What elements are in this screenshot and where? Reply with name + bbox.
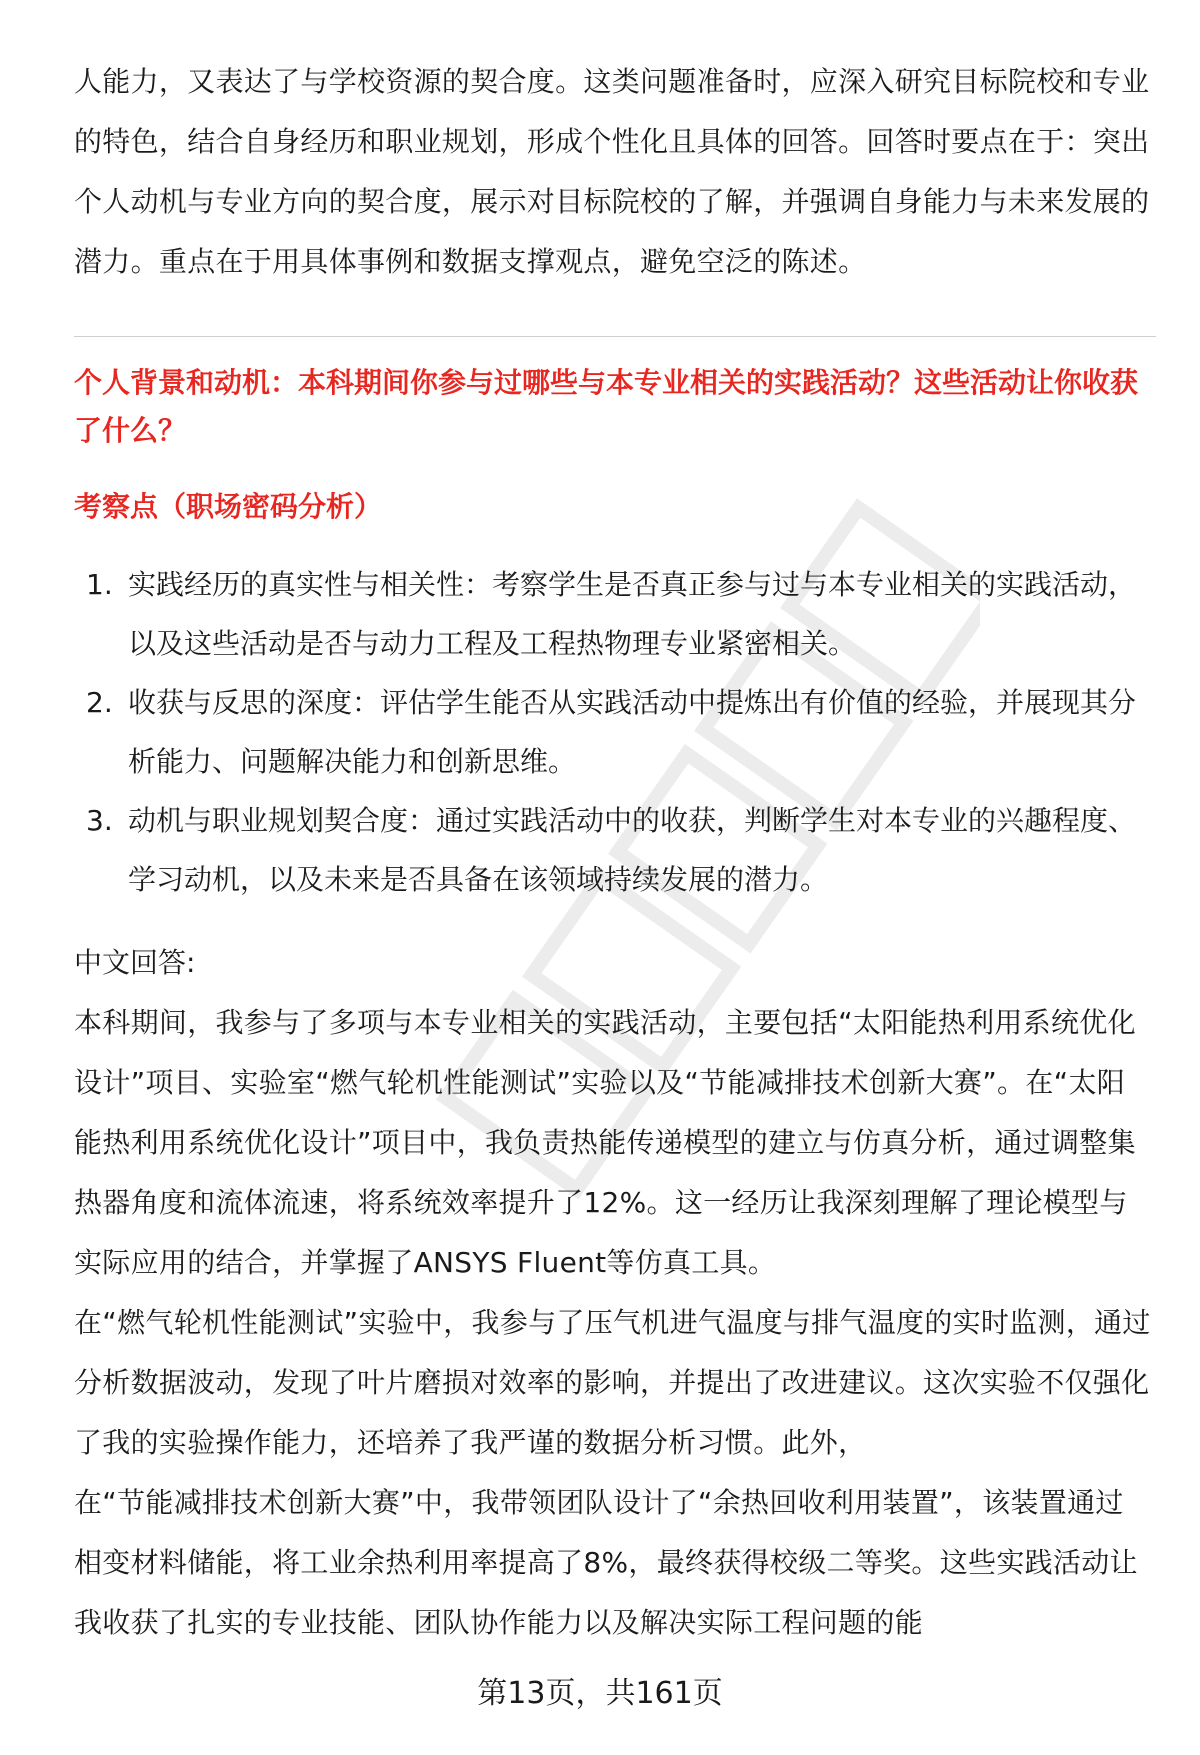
- list-item-text: 动机与职业规划契合度：通过实践活动中的收获，判断学生对本专业的兴趣程度、学习动机，以及未来是否具备在该领域持续发展的潜力。: [128, 804, 1137, 896]
- list-item-number: 1.: [86, 568, 113, 601]
- assessment-points-list: [74, 555, 1152, 909]
- content-area: [74, 52, 1152, 1653]
- answer-paragraph: 在“燃气轮机性能测试”实验中，我参与了压气机进气温度与排气温度的实时监测，通过分析数据波动，发现了叶片磨损对效率的影响，并提出了改进建议。这次实验不仅强化了我的实验操作能力，还培养了我严谨的数据分析习惯。此外，: [74, 1306, 1151, 1459]
- section-divider: [74, 336, 1156, 337]
- list-item-number: 3.: [86, 804, 113, 837]
- page-number-footer: 第13页，共161页: [477, 1676, 723, 1711]
- answer-paragraph: 在“节能减排技术创新大赛”中，我带领团队设计了“余热回收利用装置”，该装置通过相变材料储能，将工业余热利用率提高了8%，最终获得校级二等奖。这些实践活动让我收获了扎实的专业技能、团队协作能力以及解决实际工程问题的能: [74, 1486, 1138, 1639]
- answer-paragraph: 本科期间，我参与了多项与本专业相关的实践活动，主要包括“太阳能热利用系统优化设计”项目、实验室“燃气轮机性能测试”实验以及“节能减排技术创新大赛”。在“太阳能热利用系统优化设计”项目中，我负责热能传递模型的建立与仿真分析，通过调整集热器角度和流体流速，将系统效率提升了12%。这一经历让我深刻理解了理论模型与实际应用的结合，并掌握了ANSYS Fluent等仿真工具。: [74, 1006, 1136, 1279]
- answer-heading: 中文回答:: [74, 946, 196, 979]
- assessment-points-title: 考察点（职场密码分析）: [74, 490, 383, 523]
- intro-paragraph: 人能力，又表达了与学校资源的契合度。这类问题准备时，应深入研究目标院校和专业的特色，结合自身经历和职业规划，形成个性化且具体的回答。回答时要点在于：突出个人动机与专业方向的契合度，展示对目标院校的了解，并强调自身能力与未来发展的潜力。重点在于用具体事例和数据支撑观点，避免空泛的陈述。: [74, 65, 1150, 278]
- list-item: [74, 555, 1152, 673]
- question-heading: 个人背景和动机：本科期间你参与过哪些与本专业相关的实践活动？这些活动让你收获了什么？: [74, 366, 1139, 447]
- list-item: [74, 791, 1152, 909]
- list-item-text: 收获与反思的深度：评估学生能否从实践活动中提炼出有价值的经验，并展现其分析能力、问题解决能力和创新思维。: [128, 686, 1137, 778]
- list-item-text: 实践经历的真实性与相关性：考察学生是否真正参与过与本专业相关的实践活动，以及这些活动是否与动力工程及工程热物理专业紧密相关。: [128, 568, 1137, 660]
- list-item: [74, 673, 1152, 791]
- list-item-number: 2.: [86, 686, 113, 719]
